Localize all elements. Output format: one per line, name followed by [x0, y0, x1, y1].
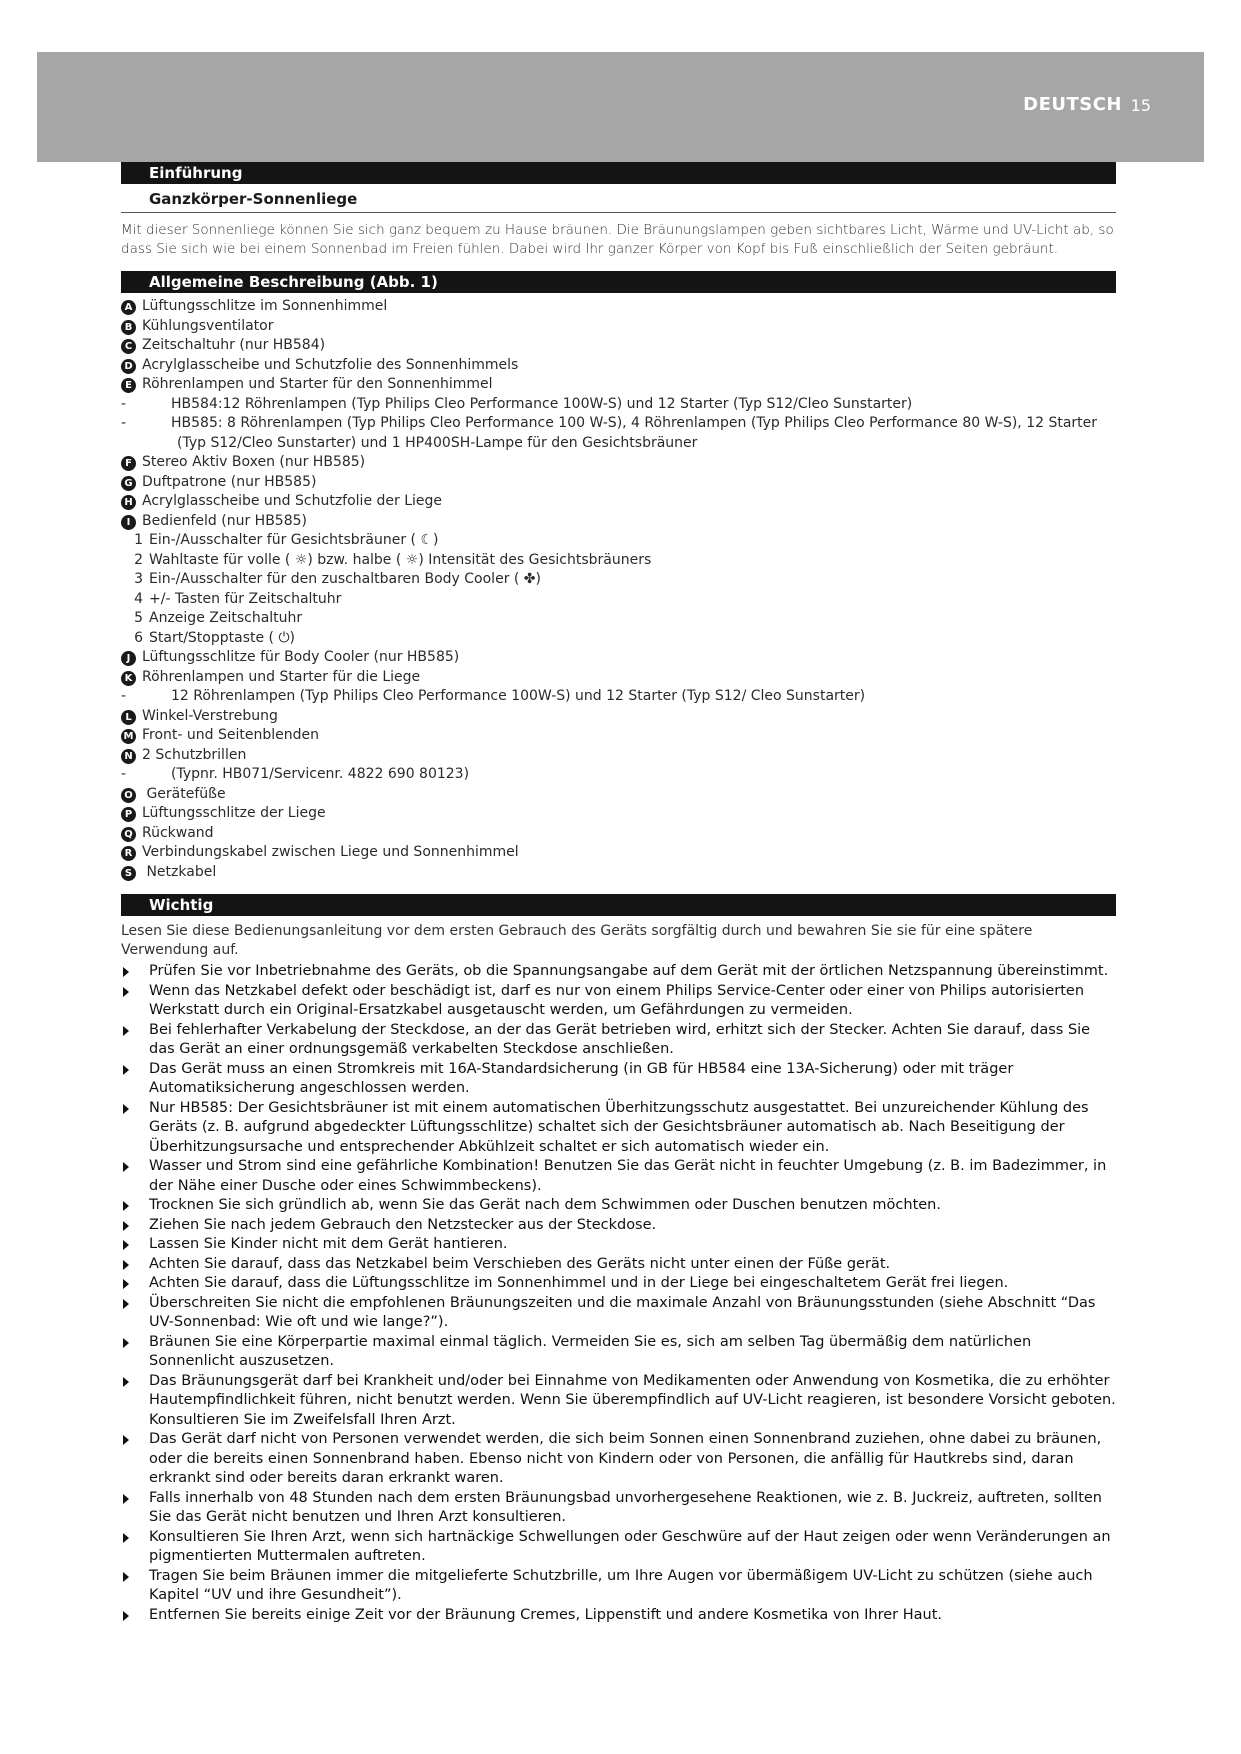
component-text: Duftpatrone (nur HB585): [142, 473, 317, 490]
component-text: Lüftungsschlitze für Body Cooler (nur HB585): [142, 649, 460, 665]
bullet-triangle-icon: [123, 967, 129, 977]
component-item: [121, 531, 1116, 551]
component-text: Lüftungsschlitze im Sonnenhimmel: [142, 298, 388, 314]
component-text: Zeitschaltuhr (nur HB584): [142, 337, 326, 353]
safety-bullet-item: [121, 1294, 1116, 1333]
component-marker-number: 1: [134, 532, 143, 548]
component-text: Stereo Aktiv Boxen (nur HB585): [142, 454, 366, 470]
safety-bullet-item: [121, 1430, 1116, 1489]
safety-bullet-item: [121, 1196, 1116, 1216]
bullet-triangle-icon: [123, 1162, 129, 1172]
safety-bullet-text: Konsultieren Sie Ihren Arzt, wenn sich hartnäckige Schwellungen oder Geschwüre auf der Haut zeigen oder wenn Veränderungen an pigmentierten Muttermalen auftreten.: [149, 1528, 1111, 1564]
safety-bullet-item: [121, 1567, 1116, 1606]
component-text: Kühlungsventilator: [142, 317, 274, 334]
component-item: [121, 726, 1116, 746]
safety-bullet-item: [121, 1235, 1116, 1255]
bullet-triangle-icon: [123, 1435, 129, 1445]
bullet-triangle-icon: [123, 1611, 129, 1621]
component-marker-badge: R: [121, 846, 136, 861]
section-heading-description: Allgemeine Beschreibung (Abb. 1): [121, 271, 1116, 293]
safety-bullet-text: Das Bräunungsgerät darf bei Krankheit und/oder bei Einnahme von Medikamenten oder Anwendung von Kosmetika, die zu erhöhter Hautempfindlichkeit führen, nicht benutzt werden. Wenn Sie überempfindlich auf UV-Licht reagieren, ist besondere Vorsicht geboten. Konsultieren Sie im Zweifelsfall Ihren Arzt.: [149, 1372, 1116, 1428]
component-item: [121, 570, 1116, 590]
safety-bullet-item: [121, 1372, 1116, 1431]
component-text: 2 Schutzbrillen: [142, 746, 247, 763]
safety-bullet-text: Bei fehlerhafter Verkabelung der Steckdose, an der das Gerät betrieben wird, erhitzt sich der Stecker. Achten Sie darauf, dass Sie das Gerät an einer ordnungsgemäß verkabelten Steckdose anschließen.: [149, 1021, 1091, 1057]
component-marker-badge: F: [121, 456, 136, 471]
component-item: [121, 395, 1116, 415]
bullet-triangle-icon: [123, 1572, 129, 1582]
component-item: [121, 492, 1116, 512]
bullet-triangle-icon: [123, 1299, 129, 1309]
safety-bullet-item: [121, 1216, 1116, 1236]
component-text: Lüftungsschlitze der Liege: [142, 805, 326, 821]
component-item: [121, 336, 1116, 356]
safety-bullet-text: Überschreiten Sie nicht die empfohlenen Bräunungszeiten und die maximale Anzahl von Bräunungsstunden (siehe Abschnitt “Das UV-Sonnenbad: Wie oft und wie lange?”).: [149, 1294, 1096, 1330]
component-marker-number: 4: [134, 590, 143, 607]
component-marker-badge: N: [121, 749, 136, 764]
important-lead-paragraph: Lesen Sie diese Bedienungsanleitung vor dem ersten Gebrauch des Geräts sorgfältig durch und bewahren Sie sie für eine spätere Verwendung auf.: [121, 923, 1033, 958]
component-item: [121, 317, 1116, 337]
component-item: [121, 551, 1116, 571]
subheading-product: Ganzkörper-Sonnenliege: [121, 190, 1116, 213]
safety-bullet-item: [121, 982, 1116, 1021]
page-number: 15: [1130, 96, 1151, 115]
component-item: [121, 356, 1116, 376]
component-marker-badge: M: [121, 729, 136, 744]
safety-bullet-item: [121, 1060, 1116, 1099]
component-item: [121, 473, 1116, 493]
component-marker-badge: A: [121, 300, 136, 315]
component-text: Gerätefüße: [142, 785, 226, 802]
component-text: +/- Tasten für Zeitschaltuhr: [149, 590, 342, 607]
component-text: HB585: 8 Röhrenlampen (Typ Philips Cleo Performance 100 W-S), 4 Röhrenlampen (Typ Philips Cleo Performance 80 W-S), 12 Starter (Typ S12/Cleo Sunstarter) und 1 HP400SH-Lampe für den Gesichtsbräuner: [171, 415, 1098, 451]
bullet-triangle-icon: [123, 1026, 129, 1036]
component-marker-number: 6: [134, 629, 143, 646]
safety-bullet-list: [121, 962, 1116, 1625]
component-item: [121, 609, 1116, 629]
bullet-triangle-icon: [123, 1279, 129, 1289]
section-heading-important: Wichtig: [121, 894, 1116, 916]
safety-bullet-item: [121, 1274, 1116, 1294]
safety-bullet-text: Prüfen Sie vor Inbetriebnahme des Geräts, ob die Spannungsangabe auf dem Gerät mit der örtlichen Netzspannung übereinstimmt.: [149, 963, 1109, 979]
component-item: [121, 414, 1116, 453]
safety-bullet-text: Bräunen Sie eine Körperpartie maximal einmal täglich. Vermeiden Sie es, sich am selben Tag übermäßig dem natürlichen Sonnenlicht auszusetzen.: [149, 1333, 1032, 1369]
component-item: [121, 590, 1116, 610]
bullet-triangle-icon: [123, 1377, 129, 1387]
component-marker-badge: K: [121, 671, 136, 686]
safety-bullet-item: [121, 1157, 1116, 1196]
safety-bullet-item: [121, 1333, 1116, 1372]
component-marker-badge: S: [121, 866, 136, 881]
component-text: Verbindungskabel zwischen Liege und Sonnenhimmel: [142, 844, 519, 860]
component-item: [121, 843, 1116, 863]
safety-bullet-text: Tragen Sie beim Bräunen immer die mitgelieferte Schutzbrille, um Ihre Augen vor übermäßigem UV-Licht zu schützen (siehe auch Kapitel “UV und ihre Gesundheit”).: [149, 1567, 1093, 1603]
component-item: [121, 297, 1116, 317]
component-marker-badge: P: [121, 807, 136, 822]
component-item: [121, 668, 1116, 688]
component-item: [121, 512, 1116, 532]
component-marker-number: 3: [134, 571, 143, 587]
component-item: [121, 629, 1116, 649]
component-marker-badge: O: [121, 788, 136, 803]
component-text: Acrylglasscheibe und Schutzfolie der Liege: [142, 493, 443, 509]
bullet-triangle-icon: [123, 1338, 129, 1348]
component-marker-badge: D: [121, 359, 136, 374]
component-marker-badge: B: [121, 320, 136, 335]
bullet-triangle-icon: [123, 1104, 129, 1114]
component-marker-badge: C: [121, 339, 136, 354]
section-heading-introduction: Einführung: [121, 162, 1116, 184]
component-text: Front- und Seitenblenden: [142, 727, 319, 743]
safety-bullet-text: Achten Sie darauf, dass die Lüftungsschlitze im Sonnenhimmel und in der Liege bei eingeschaltetem Gerät frei liegen.: [149, 1275, 1009, 1291]
bullet-triangle-icon: [123, 987, 129, 997]
component-item: [121, 863, 1116, 883]
safety-bullet-text: Wasser und Strom sind eine gefährliche Kombination! Benutzen Sie das Gerät nicht in feuchter Umgebung (z. B. im Badezimmer, in der Nähe einer Dusche oder eines Schwimmbeckens).: [149, 1158, 1107, 1194]
component-item: [121, 707, 1116, 727]
intro-paragraph: Mit dieser Sonnenliege können Sie sich ganz bequem zu Hause bräunen. Die Bräunungslampen geben sichtbares Licht, Wärme und UV-Licht ab, so dass Sie sich wie bei einem Sonnenbad im Freien fühlen. Dabei wird Ihr ganzer Körper von Kopf bis Fuß einschließlich der Seiten gebräunt.: [121, 222, 1114, 257]
component-item: [121, 824, 1116, 844]
safety-bullet-item: [121, 1021, 1116, 1060]
component-item: [121, 746, 1116, 766]
components-list: [121, 297, 1116, 882]
component-text: Anzeige Zeitschaltuhr: [149, 610, 303, 626]
component-marker-number: 5: [134, 610, 143, 626]
component-item: [121, 804, 1116, 824]
component-item: [121, 375, 1116, 395]
safety-bullet-text: Das Gerät muss an einen Stromkreis mit 16A-Standardsicherung (in GB für HB584 eine 13A-Sicherung) oder mit träger Automatiksicherung angeschlossen werden.: [149, 1060, 1014, 1096]
safety-bullet-item: [121, 1489, 1116, 1528]
component-text: Rückwand: [142, 824, 214, 841]
component-marker-number: 2: [134, 551, 143, 568]
safety-bullet-item: [121, 1528, 1116, 1567]
component-marker-dash: -: [121, 415, 127, 431]
bullet-triangle-icon: [123, 1533, 129, 1543]
bullet-triangle-icon: [123, 1240, 129, 1250]
component-marker-badge: L: [121, 710, 136, 725]
component-item: [121, 785, 1116, 805]
component-text: Röhrenlampen und Starter für den Sonnenhimmel: [142, 376, 493, 392]
component-marker-badge: E: [121, 378, 136, 393]
component-marker-dash: -: [121, 395, 127, 412]
component-marker-badge: I: [121, 515, 136, 530]
component-text: HB584:12 Röhrenlampen (Typ Philips Cleo Performance 100W-S) und 12 Starter (Typ S12/Cleo Sunstarter): [171, 395, 913, 412]
component-marker-badge: G: [121, 476, 136, 491]
component-text: Ein-/Ausschalter für Gesichtsbräuner ( ☾): [149, 532, 439, 548]
bullet-triangle-icon: [123, 1260, 129, 1270]
component-item: [121, 687, 1116, 707]
safety-bullet-item: [121, 1099, 1116, 1158]
safety-bullet-text: Das Gerät darf nicht von Personen verwendet werden, die sich beim Sonnen einen Sonnenbrand zuziehen, ohne dabei zu bräunen, oder die bereits einen Sonnenbrand haben. Ebenso nicht von Kindern oder von Personen, die anfällig für Hautkrebs sind, daran erkrankt sind oder bereits daran erkrankt waren.: [149, 1431, 1102, 1486]
bullet-triangle-icon: [123, 1494, 129, 1504]
safety-bullet-text: Entfernen Sie bereits einige Zeit vor der Bräunung Cremes, Lippenstift und andere Kosmetika von Ihrer Haut.: [149, 1606, 943, 1623]
safety-bullet-text: Nur HB585: Der Gesichtsbräuner ist mit einem automatischen Überhitzungsschutz ausgestattet. Bei unzureichender Kühlung des Geräts (z. B. aufgrund abgedeckter Lüftungsschlitze) schaltet sich der Gesichtsbräuner automatisch ab. Nach Beseitigung der Überhitzungsursache und entsprechender Abkühlzeit schaltet er sich automatisch wieder ein.: [149, 1099, 1089, 1155]
component-text: 12 Röhrenlampen (Typ Philips Cleo Performance 100W-S) und 12 Starter (Typ S12/ Cleo Sunstarter): [171, 688, 866, 704]
safety-bullet-text: Falls innerhalb von 48 Stunden nach dem ersten Bräunungsbad unvorhergesehene Reaktionen, wie z. B. Juckreiz, auftreten, sollten Sie das Gerät nicht benutzen und Ihren Arzt konsultieren.: [149, 1489, 1102, 1525]
component-text: Acrylglasscheibe und Schutzfolie des Sonnenhimmels: [142, 356, 519, 373]
bullet-triangle-icon: [123, 1201, 129, 1211]
component-text: Netzkabel: [142, 863, 217, 880]
component-text: Start/Stopptaste ( ⏻): [149, 629, 295, 646]
language-label: DEUTSCH: [1023, 94, 1122, 115]
safety-bullet-item: [121, 1606, 1116, 1626]
safety-bullet-text: Wenn das Netzkabel defekt oder beschädigt ist, darf es nur von einem Philips Service-Center oder einer von Philips autorisierten Werkstatt durch ein Original-Ersatzkabel ausgetauscht werden, um Gefährdungen zu vermeiden.: [149, 982, 1085, 1018]
component-item: [121, 765, 1116, 785]
bullet-triangle-icon: [123, 1221, 129, 1231]
component-item: [121, 648, 1116, 668]
component-text: Wahltaste für volle ( ☼) bzw. halbe ( ☼) Intensität des Gesichtsbräuners: [149, 551, 652, 568]
component-text: Winkel-Verstrebung: [142, 707, 278, 724]
component-marker-badge: Q: [121, 827, 136, 842]
component-marker-badge: H: [121, 495, 136, 510]
component-marker-badge: J: [121, 651, 136, 666]
safety-bullet-text: Achten Sie darauf, dass das Netzkabel beim Verschieben des Geräts nicht unter einen der Füße gerät.: [149, 1255, 891, 1272]
component-marker-dash: -: [121, 688, 127, 704]
bullet-triangle-icon: [123, 1065, 129, 1075]
component-marker-dash: -: [121, 766, 127, 782]
safety-bullet-item: [121, 962, 1116, 982]
page-content: [121, 162, 1116, 1625]
component-text: Bedienfeld (nur HB585): [142, 512, 307, 529]
safety-bullet-text: Lassen Sie Kinder nicht mit dem Gerät hantieren.: [149, 1236, 508, 1252]
component-text: Röhrenlampen und Starter für die Liege: [142, 668, 421, 685]
component-item: [121, 453, 1116, 473]
component-text: Ein-/Ausschalter für den zuschaltbaren Body Cooler ( ✤): [149, 571, 541, 587]
safety-bullet-item: [121, 1255, 1116, 1275]
safety-bullet-text: Trocknen Sie sich gründlich ab, wenn Sie das Gerät nach dem Schwimmen oder Duschen benutzen möchten.: [149, 1197, 941, 1213]
component-text: (Typnr. HB071/Servicenr. 4822 690 80123): [171, 766, 470, 782]
safety-bullet-text: Ziehen Sie nach jedem Gebrauch den Netzstecker aus der Steckdose.: [149, 1216, 657, 1233]
